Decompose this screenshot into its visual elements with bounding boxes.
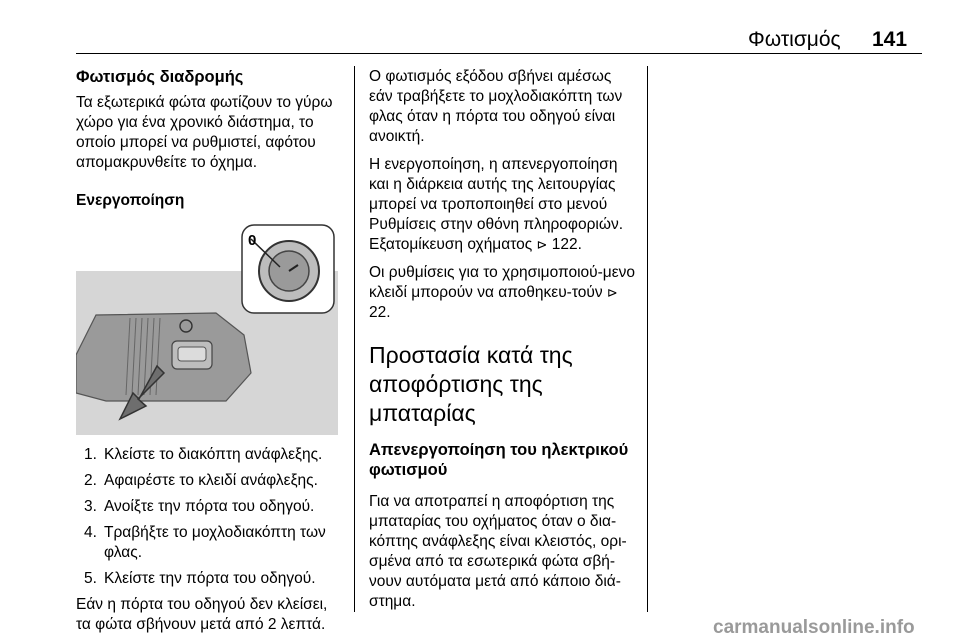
column-divider-right [647, 66, 648, 612]
step-number: 5. [84, 570, 97, 587]
step-number: 1. [84, 446, 97, 463]
list-item [76, 471, 344, 491]
key-position-label: 0 [248, 232, 257, 249]
settings-paragraph [369, 155, 637, 255]
list-item [76, 497, 344, 517]
step-text: Κλείστε το διακόπτη ανάφλεξης. [104, 446, 323, 463]
right-column [369, 67, 637, 620]
battery-subsection-title: Απενεργοποίηση του ηλεκτρικού φωτισμού [369, 441, 629, 479]
key-settings-text: Οι ρυθμίσεις για το χρησιμοποιού-μενο κλειδί μπορούν να αποθηκευ-τούν [369, 264, 636, 301]
step-number: 3. [84, 498, 97, 515]
header-rule [76, 53, 922, 54]
settings-text: Η ενεργοποίηση, η απενεργοποίηση και η διάρκεια αυτής της λειτουργίας μπορεί να τροποποιηθεί στο μενού Ρυθμίσεις στην οθόνη πληροφοριών. Εξατομίκευση οχήματος [369, 156, 624, 253]
page-reference-link[interactable]: 22. [369, 304, 391, 321]
battery-paragraph: Για να αποτραπεί η αποφόρτιση της μπαταρίας του οχήματος όταν ο δια-κόπτης ανάφλεξης είναι κλειστός, ορι-σμένα από τα εσωτερικά φώτα σβή-νουν αυτόματα μετά από κάποιο διά-στημα. [369, 493, 627, 610]
header-page-number: 141 [872, 28, 908, 51]
step-text: Αφαιρέστε το κλειδί ανάφλεξης. [104, 472, 318, 489]
section-heading: Φωτισμός διαδρομής [76, 68, 244, 86]
step-number: 4. [84, 524, 97, 541]
exit-lighting-paragraph: Ο φωτισμός εξόδου σβήνει αμέσως εάν τραβήξετε το μοχλοδιακόπτη των φλας όταν η πόρτα του οδηγού είναι ανοικτή. [369, 68, 623, 145]
list-item [76, 569, 344, 589]
page-reference-link[interactable]: 122. [551, 236, 582, 253]
step-text: Τραβήξτε το μοχλοδιακόπτη των φλας. [104, 524, 326, 561]
step-text: Ανοίξτε την πόρτα του οδηγού. [104, 498, 315, 515]
stalk-illustration-svg [76, 223, 338, 435]
list-item [76, 523, 344, 563]
activation-steps-list [76, 445, 344, 589]
step-number: 2. [84, 472, 97, 489]
closing-paragraph: Εάν η πόρτα του οδηγού δεν κλείσει, τα φώτα σβήνουν μετά από 2 λεπτά. [76, 596, 328, 633]
page-ref-arrow-icon: ⊳ [606, 285, 618, 300]
stalk-body [76, 313, 251, 401]
column-divider [354, 66, 355, 612]
header-section-title: Φωτισμός [748, 28, 841, 51]
stalk-illustration [76, 223, 338, 435]
watermark: carmanualsonline.info [713, 617, 915, 638]
step-text: Κλείστε την πόρτα του οδηγού. [104, 570, 316, 587]
left-column [76, 67, 344, 643]
battery-section-title: Προστασία κατά της αποφόρτισης της μπαταρίας [369, 342, 573, 426]
activation-heading: Ενεργοποίηση [76, 192, 185, 209]
key-settings-paragraph [369, 263, 637, 323]
list-item [76, 445, 344, 465]
page-ref-arrow-icon: ⊳ [536, 237, 548, 252]
intro-paragraph: Τα εξωτερικά φώτα φωτίζουν το γύρω χώρο για ένα χρονικό διάστημα, το οποίο μπορεί να ρυθμιστεί, αφότου απομακρυνθείτε το όχημα. [76, 94, 333, 171]
